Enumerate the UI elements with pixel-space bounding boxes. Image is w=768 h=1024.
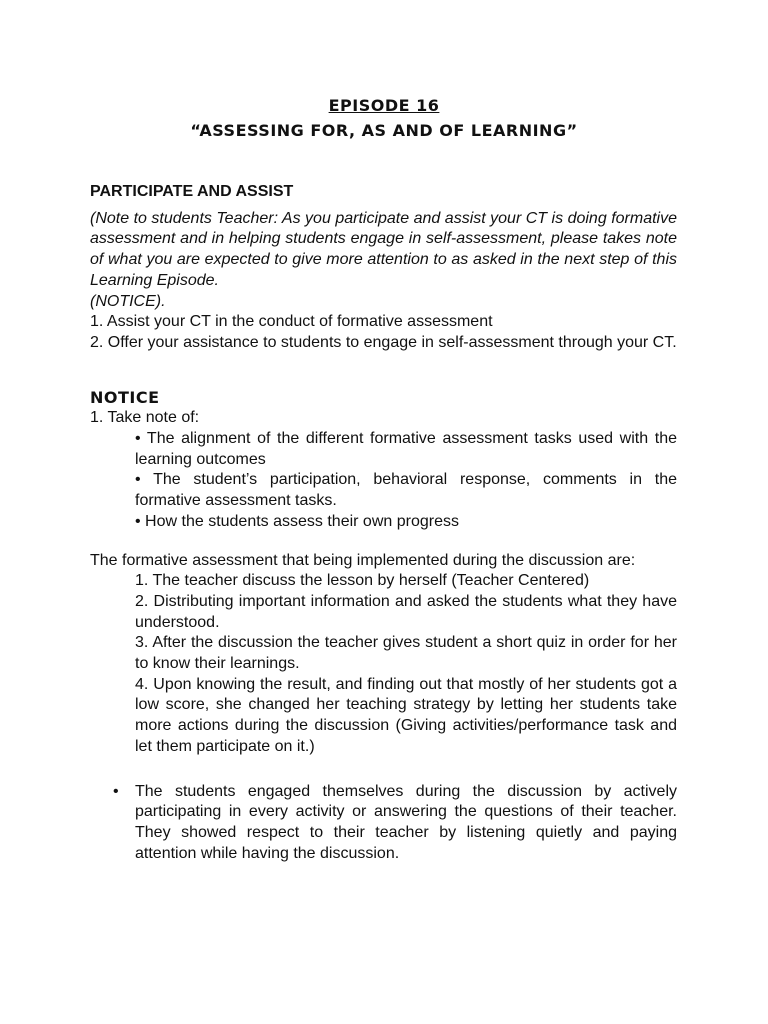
notice-tag: (NOTICE).: [90, 292, 166, 310]
formative-step-4: 4. Upon knowing the result, and finding out that mostly of her students got a low score, she changed her teaching strategy by letting her students take more actions during the discussion (Giving activities/performance task and let them participate on it.): [135, 675, 677, 755]
formative-step-3: 3. After the discussion the teacher gives student a short quiz in order for her to know their learnings.: [135, 634, 677, 673]
take-note-line: 1. Take note of:: [90, 409, 200, 427]
participate-note: (Note to students Teacher: As you participate and assist your CT is doing formative assessment and in helping students engage in self-assessment, please takes note of what you are expected to give more attention to as asked in the next step of this Learning Episode.: [90, 209, 677, 289]
notice-point-3: • How the students assess their own progress: [135, 512, 459, 530]
participate-heading: PARTICIPATE AND ASSIST: [90, 183, 294, 200]
bullet-icon: •: [113, 782, 119, 800]
notice-point-1: • The alignment of the different formative assessment tasks used with the learning outcomes: [135, 430, 677, 468]
formative-step-1: 1. The teacher discuss the lesson by herself (Teacher Centered): [135, 572, 590, 590]
observation-item: [113, 782, 677, 865]
notice-heading: NOTICE: [90, 387, 160, 407]
participate-item-2: 2. Offer your assistance to students to engage in self-assessment through your CT.: [90, 333, 677, 351]
observation-text: The students engaged themselves during the discussion by actively participating in every activity or answering the questions of their teacher. They showed respect to their teacher by listening quietly and paying attention while having the discussion.: [135, 782, 677, 862]
document-body: [90, 182, 677, 864]
episode-subtitle: “ASSESSING FOR, AS AND OF LEARNING”: [190, 121, 578, 140]
notice-point-2: • The student’s participation, behavioral response, comments in the formative assessment tasks.: [135, 471, 677, 510]
participate-item-1: 1. Assist your CT in the conduct of formative assessment: [90, 313, 493, 331]
formative-step-2: 2. Distributing important information and asked the students what they have understood.: [135, 592, 677, 631]
episode-title: EPISODE 16: [328, 96, 440, 115]
formative-intro: The formative assessment that being implemented during the discussion are:: [90, 551, 636, 569]
